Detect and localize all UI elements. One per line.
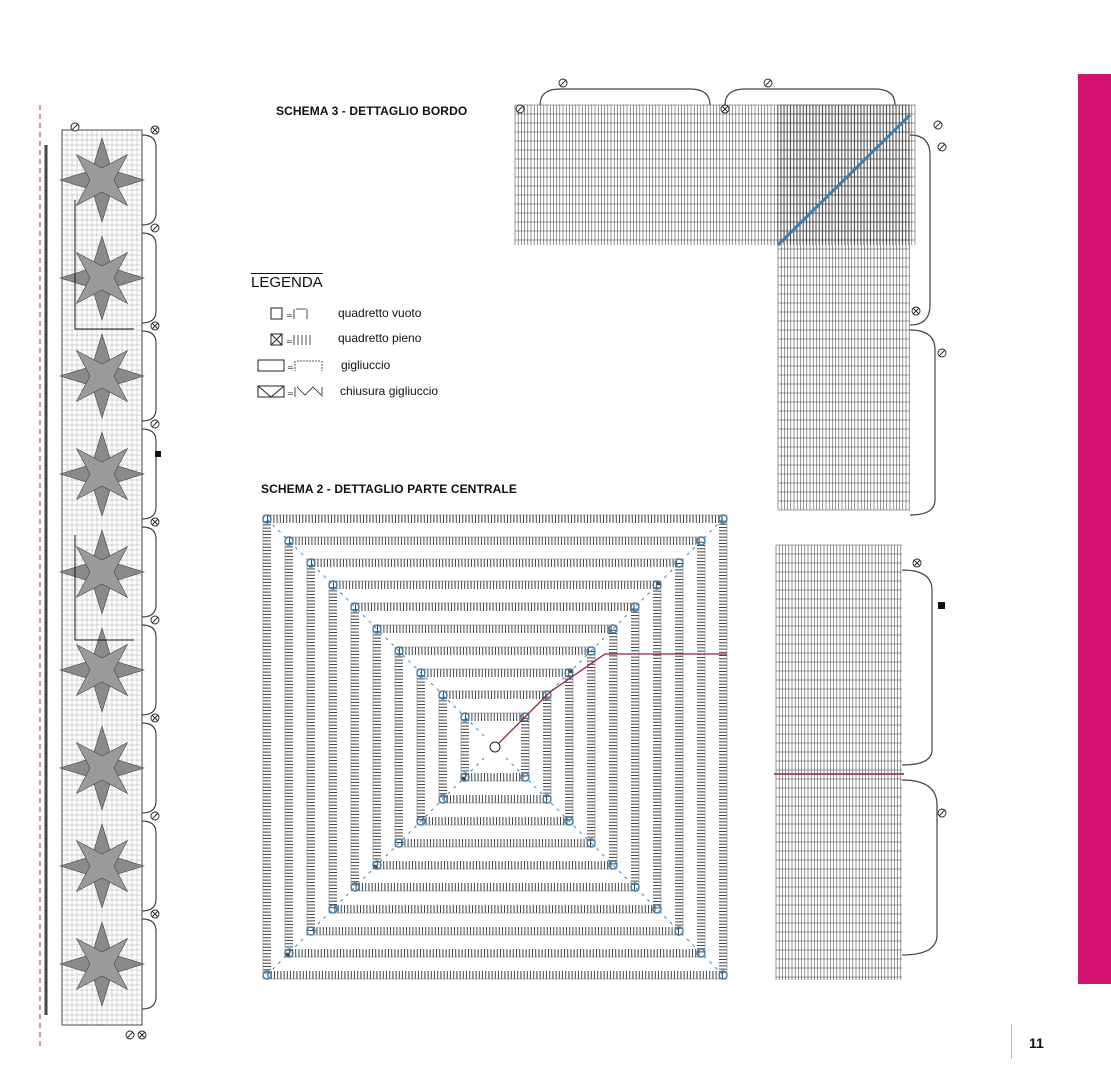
closing-v-icon (257, 383, 337, 401)
star-motif (60, 530, 144, 614)
end-marker (938, 602, 945, 609)
legend-title: LEGENDA (251, 274, 323, 291)
star-motif (60, 334, 144, 418)
stitch-marker-icon (71, 123, 79, 131)
stitch-marker-icon (516, 105, 524, 113)
border-strip-chart (30, 105, 160, 1045)
empty-square-icon (270, 305, 330, 323)
start-ring-icon (490, 742, 500, 752)
stitch-marker-icon (151, 910, 159, 918)
stitch-marker-icon (151, 616, 159, 624)
lower-scallops (902, 570, 937, 955)
stitch-marker-icon (151, 812, 159, 820)
svg-text:=: = (287, 363, 294, 372)
stitch-marker-icon (151, 518, 159, 526)
page-number: 11 (1029, 1035, 1044, 1051)
stitch-marker-icon (126, 1031, 134, 1039)
schema3-title: SCHEMA 3 - DETTAGLIO BORDO (276, 104, 468, 118)
corner-chain (697, 537, 705, 545)
star-motif (60, 824, 144, 908)
corner-chain (609, 625, 617, 633)
star-motif (60, 922, 144, 1006)
svg-text:=: = (287, 389, 294, 398)
lower-strip-stitches (776, 545, 902, 980)
svg-text:=: = (286, 311, 293, 320)
stitch-marker-icon (938, 143, 946, 151)
schema2-center-chart (258, 510, 733, 985)
star-motif (60, 138, 144, 222)
legend-label-gigliuccio: gigliuccio (341, 358, 391, 372)
stitch-marker-icon (938, 349, 946, 357)
stitch-marker-icon (938, 809, 946, 817)
star-motif (60, 432, 144, 516)
top-scallops (540, 89, 895, 105)
legend-label-filled: quadretto pieno (338, 331, 422, 345)
stitch-marker-icon (912, 307, 920, 315)
stitch-marker-icon (151, 322, 159, 330)
svg-text:=: = (286, 337, 293, 346)
stitch-marker-icon (151, 224, 159, 232)
corner-chain (609, 861, 617, 869)
legend-label-empty: quadretto vuoto (338, 306, 422, 320)
end-marker (155, 451, 161, 457)
stitch-marker-icon (151, 420, 159, 428)
corner-chain (697, 949, 705, 957)
filled-square-icon (270, 331, 330, 349)
stitch-marker-icon (913, 559, 921, 567)
star-motif (60, 726, 144, 810)
stitch-marker-icon (138, 1031, 146, 1039)
stitch-marker-icon (721, 105, 729, 113)
rectangle-icon (257, 357, 337, 375)
stitch-marker-icon (151, 126, 159, 134)
stitch-marker-icon (151, 714, 159, 722)
side-scallops (910, 135, 935, 515)
accent-sidebar (1078, 74, 1111, 984)
page-number-divider (1011, 1024, 1012, 1059)
stitch-marker-icon (559, 79, 567, 87)
schema2-title: SCHEMA 2 - DETTAGLIO PARTE CENTRALE (261, 482, 517, 496)
stitch-marker-icon (764, 79, 772, 87)
schema3-corner-chart (510, 75, 950, 495)
legend-label-chiusura: chiusura gigliuccio (340, 384, 439, 398)
star-motif (60, 236, 144, 320)
side-band-stitches (778, 105, 910, 510)
stitch-marker-icon (934, 121, 942, 129)
star-motif (60, 628, 144, 712)
schema3-lower-strip-chart (772, 540, 952, 985)
